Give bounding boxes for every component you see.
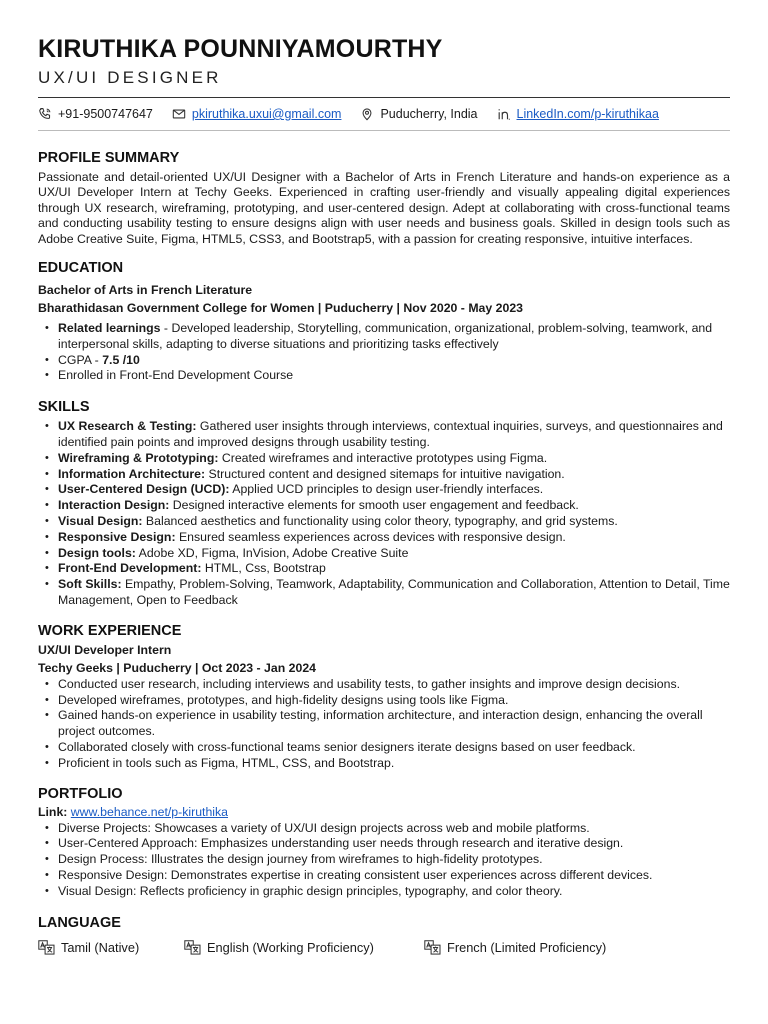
list-item: • User-Centered Approach: Emphasizes understanding user needs through research and iterative design. xyxy=(42,836,730,852)
list-item: • Gained hands-on experience in usability testing, information architecture, and interaction design, enhancing the overall project outcomes. xyxy=(42,708,730,740)
email-icon xyxy=(172,107,186,121)
translate-icon xyxy=(38,940,55,955)
portfolio-link[interactable]: www.behance.net/p-kiruthika xyxy=(70,804,229,819)
list-item: • CGPA - 7.5 /10 xyxy=(42,353,730,369)
portfolio-section xyxy=(38,785,730,900)
list-item: • Front-End Development: HTML, Css, Bootstrap xyxy=(42,561,730,577)
portfolio-list xyxy=(42,821,730,900)
work-role: UX/UI Developer Intern xyxy=(38,642,172,657)
phone-icon xyxy=(38,107,52,121)
contact-bar xyxy=(38,99,730,129)
list-item: • Design tools: Adobe XD, Figma, InVision, Adobe Creative Suite xyxy=(42,546,730,562)
list-item: • Proficient in tools such as Figma, HTML, CSS, and Bootstrap. xyxy=(42,756,730,772)
contact-phone xyxy=(38,107,153,121)
list-item: • Wireframing & Prototyping: Created wireframes and interactive prototypes using Figma. xyxy=(42,451,730,467)
language-item-french: French (Limited Proficiency) xyxy=(424,940,606,955)
candidate-role: UX/UI DESIGNER xyxy=(38,68,222,87)
skills-section xyxy=(38,398,730,609)
portfolio-link-label: Link: xyxy=(38,804,68,819)
list-item: • UX Research & Testing: Gathered user insights through interviews, contextual inquiries, surveys, and questionnaires and identified pain points and improved designs through usability testing. xyxy=(42,419,730,451)
header-divider xyxy=(38,97,730,98)
profile-text: Passionate and detail-oriented UX/UI Designer with a Bachelor of Arts in French Literature and hands-on experience as a UX/UI Developer Intern at Techy Geeks. Experienced in crafting user-friendly and visually appealing digital experiences through UX research, wireframing, prototyping, and user-centered design. Adept at collaborating with cross-functional teams and conducting usability testing to ensure designs align with user needs and business goals. Skilled in design tools such as Adobe Creative Suite, Figma, HTML5, CSS3, and Bootstrap5, with a passion for creating responsive, intuitive interfaces. xyxy=(38,170,730,246)
profile-title: PROFILE SUMMARY xyxy=(38,150,180,166)
language-section xyxy=(38,914,730,955)
language-title: LANGUAGE xyxy=(38,914,121,931)
linkedin-icon xyxy=(497,107,511,121)
translate-icon xyxy=(184,940,201,955)
email-link[interactable]: pkiruthika.uxui@gmail.com xyxy=(191,107,342,121)
list-item: • Developed wireframes, prototypes, and high-fidelity designs using tools like Figma. xyxy=(42,693,730,709)
portfolio-link-row xyxy=(38,803,730,821)
education-list xyxy=(42,321,730,384)
contact-divider xyxy=(38,130,730,131)
profile-section xyxy=(38,149,730,247)
language-list xyxy=(38,940,730,955)
translate-icon xyxy=(424,940,441,955)
list-item: • Collaborated closely with cross-functional teams senior designers iterate designs based on user feedback. xyxy=(42,740,730,756)
list-item: • Soft Skills: Empathy, Problem-Solving, Teamwork, Adaptability, Communication and Collaboration, Attention to Detail, Time Management, Open to Feedback xyxy=(42,577,730,609)
list-item: • Visual Design: Balanced aesthetics and functionality using color theory, typography, and grid systems. xyxy=(42,514,730,530)
list-item: • Enrolled in Front-End Development Course xyxy=(42,368,730,384)
contact-linkedin xyxy=(497,107,659,121)
education-degree: Bachelor of Arts in French Literature xyxy=(38,283,253,298)
list-item: • Visual Design: Reflects proficiency in graphic design principles, typography, and color theory. xyxy=(42,884,730,900)
education-institution: Bharathidasan Government College for Women | Puducherry | Nov 2020 - May 2023 xyxy=(38,301,524,316)
list-item: • Related learnings - Developed leadership, Storytelling, communication, organizational, problem-solving, teamwork, and interpersonal skills, adapting to diverse situations and prioritizing tasks effectively xyxy=(42,321,730,353)
phone-number[interactable]: +91-9500747647 xyxy=(58,107,153,121)
language-item-english: English (Working Proficiency) xyxy=(184,940,424,955)
work-list xyxy=(42,677,730,772)
list-item: • Design Process: Illustrates the design journey from wireframes to high-fidelity prototypes. xyxy=(42,852,730,868)
portfolio-title: PORTFOLIO xyxy=(38,785,123,802)
skills-list xyxy=(42,419,730,609)
work-company: Techy Geeks | Puducherry | Oct 2023 - Jan 2024 xyxy=(38,660,317,675)
location-text: Puducherry, India xyxy=(380,107,478,121)
work-section xyxy=(38,622,730,772)
list-item: • Responsive Design: Demonstrates expertise in creating consistent user experiences across different devices. xyxy=(42,868,730,884)
list-item: • Diverse Projects: Showcases a variety of UX/UI design projects across web and mobile platforms. xyxy=(42,821,730,837)
education-title: EDUCATION xyxy=(38,260,124,277)
list-item: • Responsive Design: Ensured seamless experiences across devices with responsive design. xyxy=(42,530,730,546)
list-item: • Conducted user research, including interviews and usability tests, to gather insights and improve design decisions. xyxy=(42,677,730,693)
list-item: • Information Architecture: Structured content and designed sitemaps for intuitive navigation. xyxy=(42,467,730,483)
resume-page xyxy=(38,34,730,955)
list-item: • Interaction Design: Designed interactive elements for smooth user engagement and feedback. xyxy=(42,498,730,514)
skills-title: SKILLS xyxy=(38,399,90,416)
education-section xyxy=(38,259,730,384)
location-pin-icon xyxy=(360,107,374,121)
contact-location xyxy=(360,107,477,121)
contact-email xyxy=(172,107,342,121)
work-title: WORK EXPERIENCE xyxy=(38,622,182,639)
candidate-name: KIRUTHIKA POUNNIYAMOURTHY xyxy=(38,35,443,63)
language-item-tamil: Tamil (Native) xyxy=(38,940,184,955)
list-item: • User-Centered Design (UCD): Applied UCD principles to design user-friendly interfaces. xyxy=(42,482,730,498)
linkedin-link[interactable]: LinkedIn.com/p-kiruthikaa xyxy=(516,107,659,121)
